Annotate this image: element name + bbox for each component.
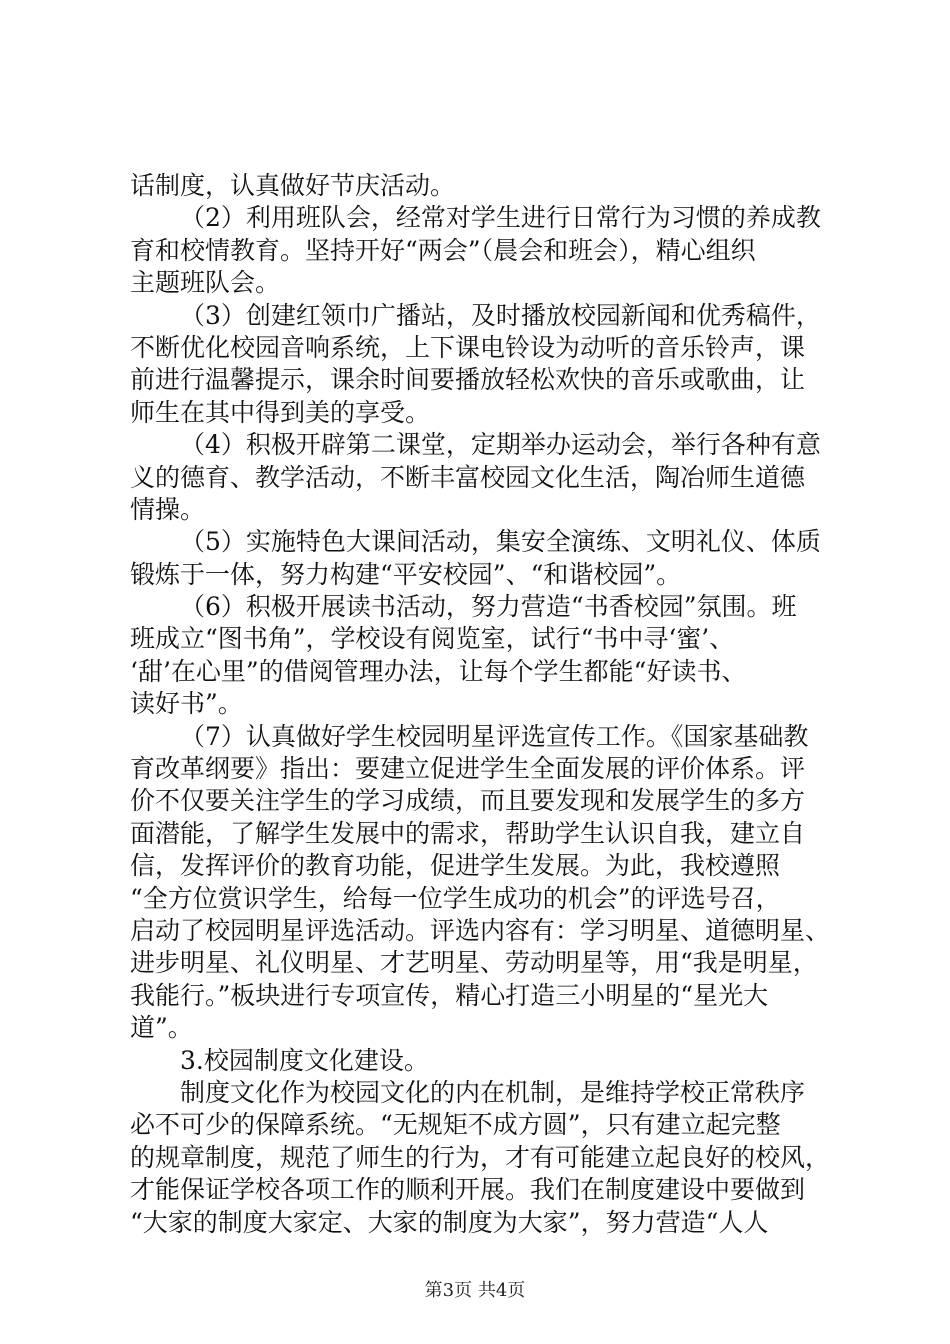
text-line: 道”。 <box>130 1013 193 1043</box>
document-body <box>130 170 830 1239</box>
text-line: 才能保证学校各项工作的顺利开展。我们在制度建设中要做到 <box>130 1175 806 1205</box>
text-line: 师生在其中得到美的享受。 <box>130 397 431 427</box>
text-line: （6）积极开展读书活动，努力营造“书香校园”氛围。班 <box>180 592 797 622</box>
text-line: （3）创建红领巾广播站，及时播放校园新闻和优秀稿件， <box>180 300 821 330</box>
page-footer: 第3页 共4页 <box>424 1280 526 1301</box>
text-line: 我能行。”板块进行专项宣传，精心打造三小明星的“星光大 <box>130 980 769 1010</box>
text-line: 3.校园制度文化建设。 <box>180 1045 429 1075</box>
text-line: 读好书”。 <box>130 689 243 719</box>
text-line: 不断优化校园音响系统，上下课电铃设为动听的音乐铃声，课 <box>130 332 806 362</box>
text-line: 的规章制度，规范了师生的行为，才有可能建立起良好的校风， <box>130 1142 831 1172</box>
text-line: （2）利用班队会，经常对学生进行日常行为习惯的养成教 <box>180 203 821 233</box>
text-line: 启动了校园明星评选活动。评选内容有：学习明星、道德明星、 <box>130 915 831 945</box>
text-line: （4）积极开辟第二课堂，定期举办运动会，举行各种有意 <box>180 430 821 460</box>
text-line: 育改革纲要》指出：要建立促进学生全面发展的评价体系。评 <box>130 754 806 784</box>
text-line: （7）认真做好学生校园明星评选宣传工作。《国家基础教 <box>180 721 809 751</box>
text-line: 义的德育、教学活动，不断丰富校园文化生活，陶冶师生道德 <box>130 462 806 492</box>
text-line: 进步明星、礼仪明星、才艺明星、劳动明星等，用“我是明星， <box>130 948 818 978</box>
text-line: ‘甜’在心里”的借阅管理办法，让每个学生都能“好读书、 <box>130 656 747 686</box>
text-line: 育和校情教育。坚持开好“两会”（晨会和班会），精心组织 <box>130 235 756 265</box>
text-line: 面潜能，了解学生发展中的需求，帮助学生认识自我，建立自 <box>130 818 806 848</box>
text-line: 情操。 <box>130 494 206 524</box>
text-line: 班成立“图书角”，学校设有阅览室，试行“书中寻‘蜜’、 <box>130 624 735 654</box>
text-line: （5）实施特色大课间活动，集安全演练、文明礼仪、体质 <box>180 527 821 557</box>
text-line: “大家的制度大家定、大家的制度为大家”，努力营造“人人 <box>130 1207 769 1237</box>
text-line: 必不可少的保障系统。“无规矩不成方圆”，只有建立起完整 <box>130 1110 781 1140</box>
text-line: 话制度，认真做好节庆活动。 <box>130 171 456 200</box>
text-line: 制度文化作为校园文化的内在机制，是维持学校正常秩序 <box>180 1077 806 1107</box>
text-line: 信，发挥评价的教育功能，促进学生发展。为此，我校遵照 <box>130 851 781 881</box>
text-line: 锻炼于一体，努力构建“平安校园”、“和谐校园”。 <box>130 559 682 589</box>
text-line: 价不仅要关注学生的学习成绩，而且要发现和发展学生的多方 <box>130 786 806 816</box>
text-line: 主题班队会。 <box>130 268 281 298</box>
text-line: “全方位赏识学生，给每一位学生成功的机会”的评选号召， <box>130 883 781 913</box>
text-line: 前进行温馨提示，课余时间要播放轻松欢快的音乐或歌曲，让 <box>130 365 806 395</box>
